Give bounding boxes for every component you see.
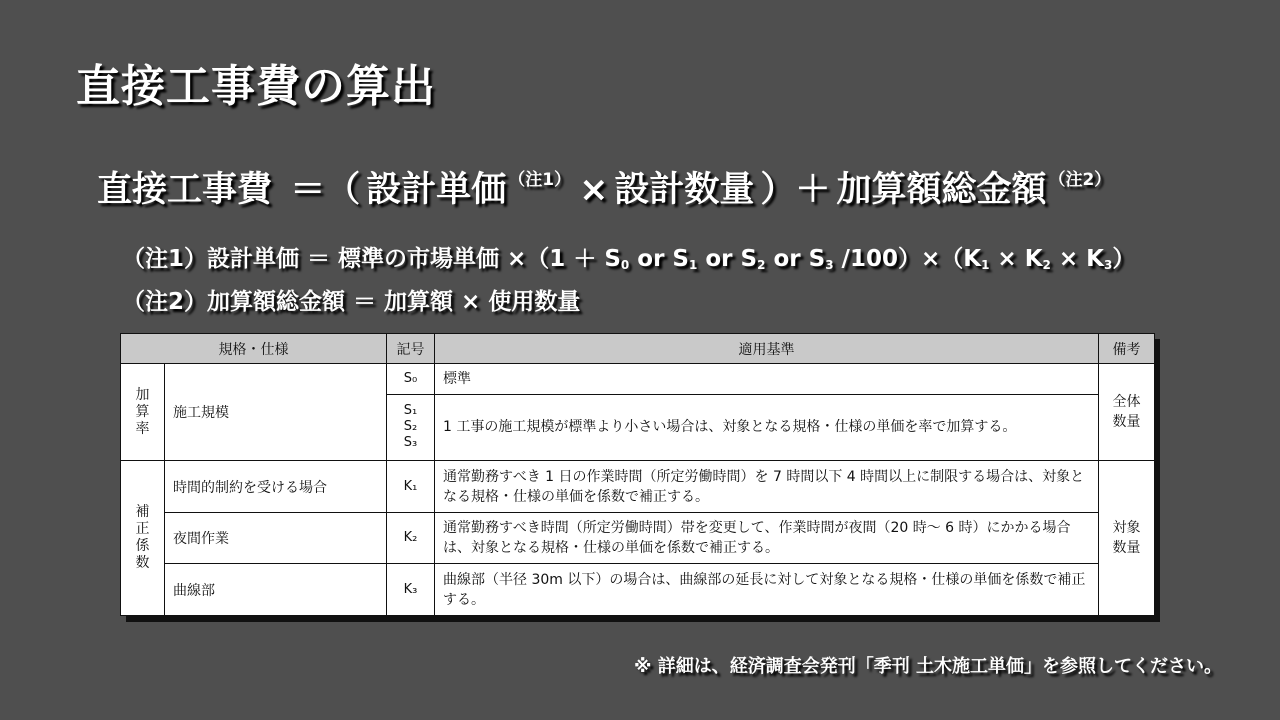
criteria-table [120, 333, 1155, 616]
item-night-work: 夜間作業 [165, 512, 387, 564]
group-correction-factor [121, 461, 165, 616]
note-1-prefix: （注1） [122, 246, 208, 272]
note-1-text-h: ） [1112, 246, 1136, 272]
formula-equals: ＝（ [290, 170, 361, 210]
item-curved-section: 曲線部 [165, 564, 387, 616]
remarks-line: 数量 [1112, 540, 1141, 557]
symbol-line: S₃ [403, 435, 418, 451]
group2-char: 数 [135, 555, 150, 572]
symbol-line: S₁ [403, 403, 418, 419]
formula-lhs: 直接工事費 [97, 170, 273, 210]
formula-term-addition: 加算額総金額 [836, 170, 1047, 210]
formula-times: × [579, 170, 609, 210]
formula-plus: ）＋ [760, 170, 831, 210]
symbol-line: S₂ [403, 419, 418, 435]
header-symbol: 記号 [387, 334, 435, 364]
note-1-text-d: or S [765, 246, 826, 272]
note-1-text-b: or S [629, 246, 689, 272]
sub-k2: 2 [1042, 258, 1051, 272]
note-1-text-a: 設計単価 ＝ 標準の市場単価 ×（1 ＋ S [207, 246, 621, 272]
symbol-k3: K₃ [387, 564, 435, 616]
group2-char: 補 [135, 504, 150, 521]
group-addition-rate [121, 364, 165, 461]
symbol-s1-s3 [387, 394, 435, 461]
formula-note2-ref: （注2） [1048, 170, 1112, 190]
header-remarks: 備考 [1099, 334, 1155, 364]
criteria-table-container [120, 333, 1154, 616]
formula-note1-ref: （注1） [508, 170, 572, 190]
remarks-line: 対象 [1112, 520, 1141, 537]
sub-s2: 2 [757, 258, 766, 272]
criteria-s1-s3: 1 工事の施工規模が標準より小さい場合は、対象となる規格・仕様の単価を率で加算する。 [435, 394, 1099, 461]
symbol-k1: K₁ [387, 461, 435, 513]
note-1-text-g: × K [1050, 246, 1104, 272]
remarks-line: 数量 [1112, 414, 1141, 431]
header-criteria: 適用基準 [435, 334, 1099, 364]
sub-k3: 3 [1104, 258, 1113, 272]
note-2-prefix: （注2） [122, 289, 208, 315]
note-2 [122, 283, 580, 316]
sub-s1: 1 [689, 258, 698, 272]
sub-s0: 0 [620, 258, 630, 272]
group2-char: 係 [135, 538, 150, 555]
note-1-text-f: × K [989, 246, 1043, 272]
remarks-target-quantity [1099, 461, 1155, 616]
note-2-text: 加算額総金額 ＝ 加算額 × 使用数量 [207, 289, 581, 315]
note-1-text-e: /100）×（K [833, 246, 982, 272]
page-title: 直接工事費の算出 [76, 61, 436, 112]
group1-char: 算 [135, 403, 150, 420]
note-1-text-c: or S [697, 246, 758, 272]
criteria-s0: 標準 [435, 364, 1099, 394]
remarks-line: 全体 [1112, 394, 1141, 411]
sub-s3: 3 [825, 258, 834, 272]
symbol-s0: S₀ [387, 364, 435, 394]
formula-term-unit-price: 設計単価 [366, 170, 507, 210]
symbol-k2: K₂ [387, 512, 435, 564]
group1-char: 率 [135, 420, 150, 437]
remarks-total-quantity [1099, 364, 1155, 461]
sub-k1: 1 [981, 258, 990, 272]
criteria-k2: 通常勤務すべき時間（所定労働時間）帯を変更して、作業時間が夜間（20 時～ 6 時）にかかる場合は、対象となる規格・仕様の単価を係数で補正する。 [435, 512, 1099, 564]
criteria-k1: 通常勤務すべき 1 日の作業時間（所定労働時間）を 7 時間以下 4 時間以上に制限する場合は、対象となる規格・仕様の単価を係数で補正する。 [435, 461, 1099, 513]
note-1 [122, 240, 1135, 273]
group1-char: 加 [135, 386, 150, 403]
item-construction-scale: 施工規模 [165, 364, 387, 461]
header-spec: 規格・仕様 [121, 334, 387, 364]
item-time-constraint: 時間的制約を受ける場合 [165, 461, 387, 513]
criteria-k3: 曲線部（半径 30m 以下）の場合は、曲線部の延長に対して対象となる規格・仕様の単価を係数で補正する。 [435, 564, 1099, 616]
group2-char: 正 [135, 521, 150, 538]
main-formula [97, 162, 1113, 212]
formula-term-quantity: 設計数量 [614, 170, 755, 210]
footer-reference-note: ※ 詳細は、経済調査会発刊「季刊 土木施工単価」を参照してください。 [633, 656, 1222, 677]
